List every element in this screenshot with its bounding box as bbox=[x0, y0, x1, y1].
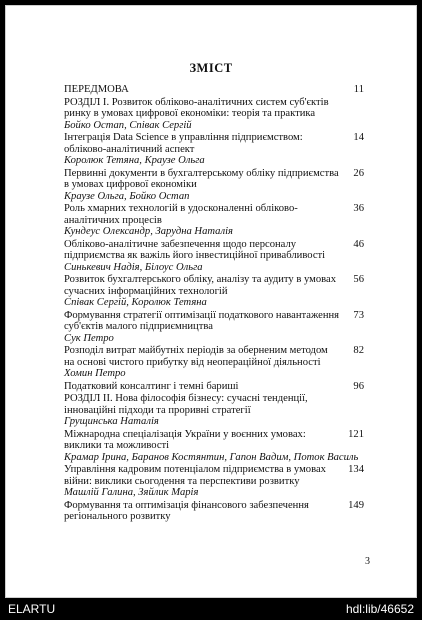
toc-entry-authors: Хомин Петро bbox=[64, 368, 126, 379]
table-of-contents bbox=[64, 84, 364, 523]
toc-entry bbox=[64, 464, 364, 499]
toc-entry-page: 82 bbox=[353, 345, 364, 356]
toc-entry-authors: Машлій Галина, Зяйлик Марія bbox=[64, 487, 199, 498]
toc-entry bbox=[64, 239, 364, 274]
toc-entry-authors: Сук Петро bbox=[64, 332, 114, 344]
toc-entry-title: Управління кадровим потенціалом підприємства в умовах війни: виклики сьогодення та перспективи розвитку bbox=[64, 464, 326, 487]
toc-entry-title: Формування стратегії оптимізації податкового навантаження суб'єктів малого підприємництва bbox=[64, 309, 340, 332]
toc-entry-page: 121 bbox=[348, 428, 364, 440]
toc-entry bbox=[64, 84, 364, 96]
toc-entry bbox=[64, 500, 364, 523]
toc-entry-authors: Крамар Ірина, Баранов Костянтин, Гапон Вадим, Поток Василь bbox=[64, 451, 359, 463]
toc-entry-page: 14 bbox=[353, 132, 364, 143]
toc-entry bbox=[64, 132, 364, 167]
toc-entry-authors: Бойко Остап, Співак Сергій bbox=[64, 119, 192, 131]
toc-entry-page: 46 bbox=[353, 238, 364, 250]
toc-entry-title: Формування та оптимізація фінансового забезпечення регіонального розвитку bbox=[64, 499, 309, 522]
toc-entry-title: Обліково-аналітичне забезпечення щодо персоналу підприємства як важіль його інвестиційної привабливості bbox=[64, 238, 326, 261]
toc-entry bbox=[64, 381, 364, 393]
viewer-footer bbox=[0, 598, 422, 620]
document-page bbox=[5, 5, 417, 598]
toc-entry-title: Первинні документи в бухгалтерському обліку підприємства в умовах цифрової економіки bbox=[64, 167, 339, 190]
toc-entry-title: Міжнародна спеціалізація України у воєнних умовах: виклики та можливості bbox=[64, 428, 306, 451]
toc-entry-page: 56 bbox=[353, 274, 364, 285]
handle-label: hdl:lib/46652 bbox=[345, 602, 414, 616]
toc-entry bbox=[64, 168, 364, 203]
toc-entry-title: Податковий консалтинг і темні бариші bbox=[64, 380, 239, 392]
toc-entry-page: 26 bbox=[353, 167, 364, 179]
toc-entry-page: 96 bbox=[353, 380, 364, 392]
toc-entry-authors: Синькевич Надія, Білоус Ольга bbox=[64, 261, 203, 273]
toc-entry-authors: Кундеус Олександр, Зарудна Наталія bbox=[64, 226, 233, 237]
toc-entry-page: 11 bbox=[353, 84, 364, 95]
toc-entry-title: ПЕРЕДМОВА bbox=[64, 84, 129, 95]
toc-entry bbox=[64, 203, 364, 238]
toc-entry bbox=[64, 429, 364, 464]
toc-entry-title: РОЗДІЛ І. Розвиток обліково-аналітичних систем суб'єктів ринку в умовах цифрової економіки: теорія та практика bbox=[64, 96, 329, 119]
toc-entry-title: Роль хмарних технологій в удосконаленні обліково-аналітичних процесів bbox=[64, 203, 298, 226]
toc-entry-authors: Краузе Ольга, Бойко Остап bbox=[64, 190, 190, 202]
toc-entry bbox=[64, 310, 364, 345]
toc-entry-title: Інтеграція Data Science в управління підприємством: обліково-аналітичний аспект bbox=[64, 132, 303, 155]
toc-entry bbox=[64, 345, 364, 380]
toc-entry-authors: Королюк Тетяна, Краузе Ольга bbox=[64, 155, 205, 166]
toc-entry-authors: Співак Сергій, Королюк Тетяна bbox=[64, 297, 207, 308]
toc-entry-authors: Грущинська Наталія bbox=[64, 416, 159, 427]
toc-entry-title: РОЗДІЛ ІІ. Нова філософія бізнесу: сучасні тенденції, інноваційні підходи та проривні стратегії bbox=[64, 393, 308, 416]
page-number: 3 bbox=[365, 556, 370, 567]
toc-entry-page: 73 bbox=[353, 309, 364, 321]
toc-entry-page: 36 bbox=[353, 203, 364, 214]
page-title: ЗМІСТ bbox=[189, 61, 233, 75]
toc-entry-title: Розподіл витрат майбутніх періодів за оберненим методом на основі чистого прибутку від неопераційної діяльності bbox=[64, 345, 328, 368]
toc-entry-page: 134 bbox=[348, 464, 364, 475]
toc-entry-page: 149 bbox=[348, 499, 364, 511]
repository-label: ELARTU bbox=[8, 602, 56, 616]
toc-entry bbox=[64, 274, 364, 309]
toc-entry-title: Розвиток бухгалтерського обліку, аналізу та аудиту в умовах сучасних інформаційних технологій bbox=[64, 274, 337, 297]
toc-entry bbox=[64, 393, 364, 428]
toc-entry bbox=[64, 97, 364, 132]
